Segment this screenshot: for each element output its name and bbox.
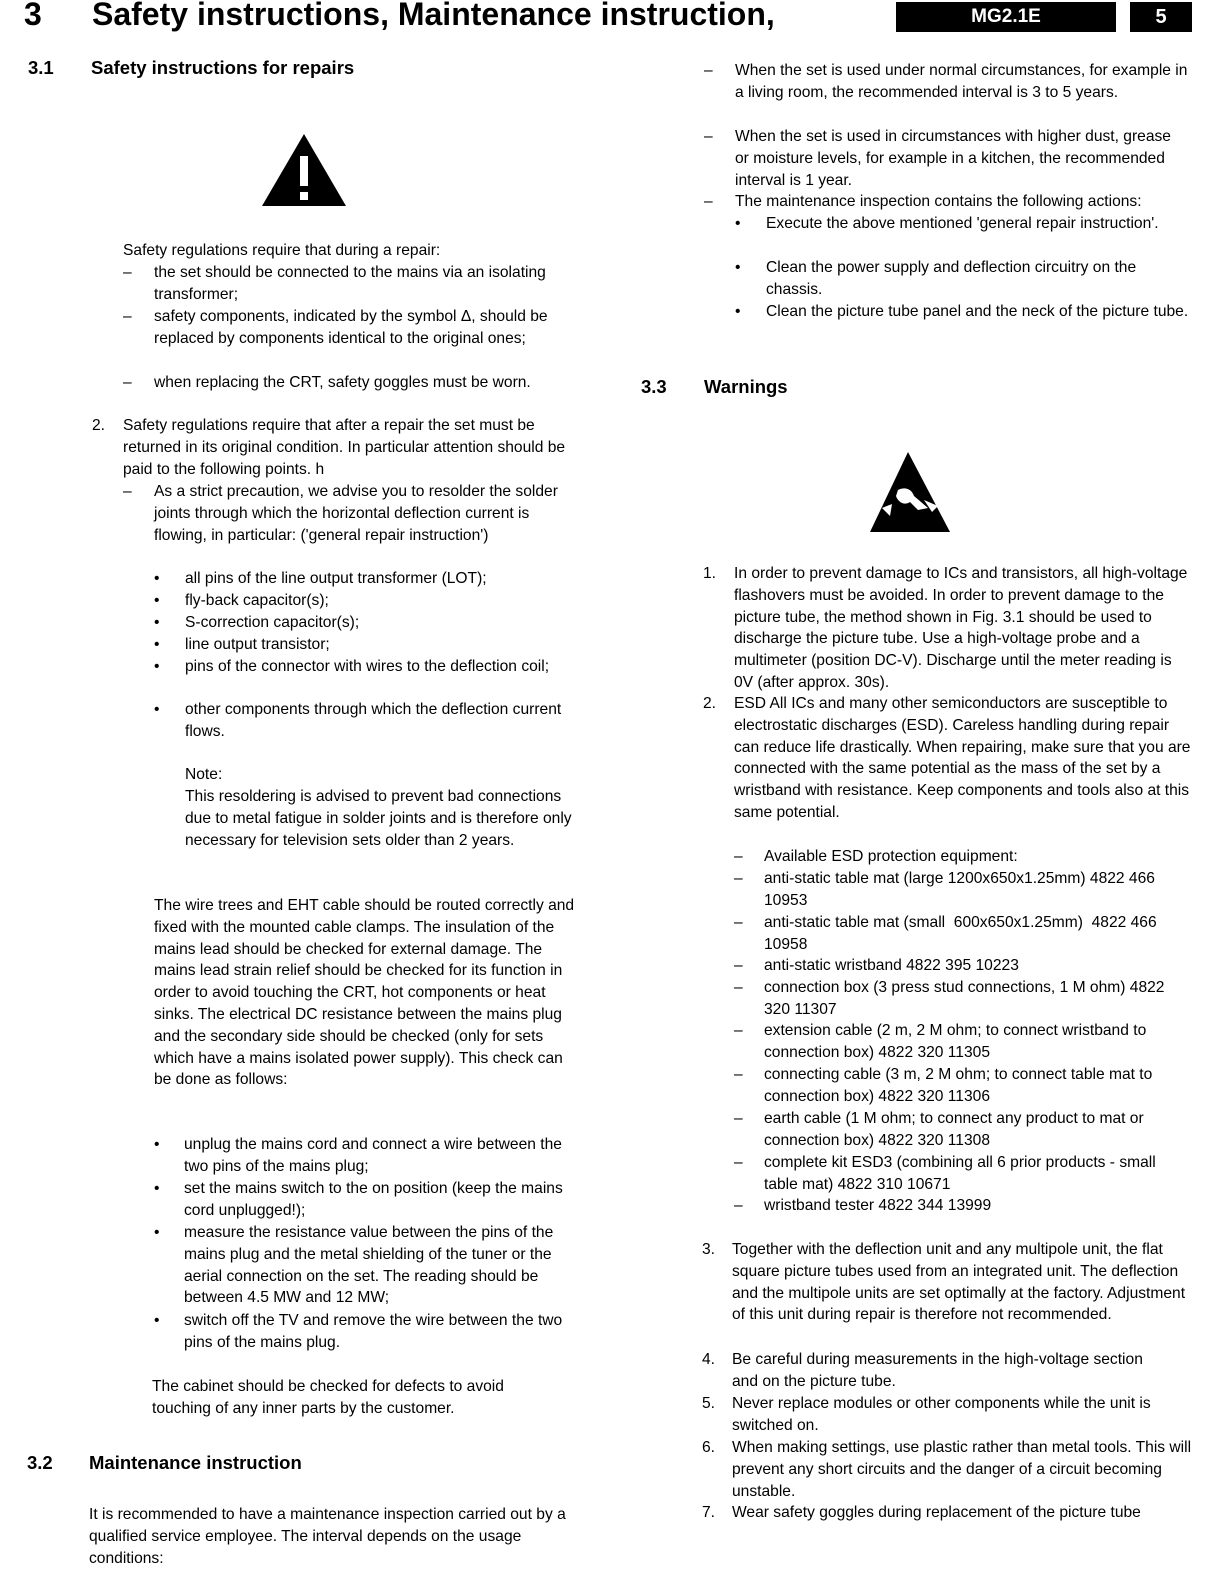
maintenance-action: Execute the above mentioned 'general repair instruction'. [766,215,1159,232]
resolder-point: other components through which the deflection current flows. [185,701,562,740]
section-3-2-title: Maintenance instruction [89,1452,302,1473]
repair-item: when replacing the CRT, safety goggles must be worn. [154,374,531,391]
esd-equipment-item: earth cable (1 M ohm; to connect any product to mat or connection box) 4822 320 11308 [764,1110,1144,1149]
maintenance-intro: It is recommended to have a maintenance inspection carried out by a qualified service employee. The interval depends on the usage conditions: [89,1506,566,1567]
resolder-point: all pins of the line output transformer (LOT); [185,570,487,587]
dash-marker: – [704,193,713,210]
dash-marker: – [123,264,132,281]
list-number: 1. [703,565,717,582]
esd-warning-icon [868,450,954,534]
list-number: 6. [702,1439,716,1456]
dash-marker: – [123,308,132,325]
esd-equipment-item: complete kit ESD3 (combining all 6 prior products - small table mat) 4822 310 10671 [764,1154,1156,1193]
list-number: 3. [702,1241,716,1258]
bullet-marker: • [154,1312,160,1329]
dash-marker: – [734,1110,743,1127]
esd-equipment-item: connection box (3 press stud connections, 1 M ohm) 4822 320 11307 [764,979,1165,1018]
repair-item: the set should be connected to the mains via an isolating transformer; [154,264,546,303]
warning-triangle-icon [260,132,348,208]
check-step: measure the resistance value between the pins of the mains plug and the metal shielding of the tuner or the aerial connection on the set. The reading should be between 4.5 MW and 12 MW; [184,1224,554,1307]
section-3-3-number: 3.3 [641,376,667,397]
note-text: This resoldering is advised to prevent bad connections due to metal fatigue in solder joints and is therefore only necessary for television sets older than 2 years. [185,788,572,849]
resolder-text: As a strict precaution, we advise you to resolder the solder joints through which the horizontal deflection current is flowing, in particular: ('general repair instruction') [154,483,558,544]
dash-marker: – [734,1197,743,1214]
bullet-marker: • [154,570,160,587]
warning-item: Never replace modules or other components while the unit is switched on. [732,1395,1151,1434]
bullet-marker: • [735,259,741,276]
maintenance-interval: When the set is used under normal circumstances, for example in a living room, the recommended interval is 3 to 5 years. [735,62,1188,101]
page-number-badge: 5 [1130,2,1192,32]
warning-item: Be careful during measurements in the high-voltage section and on the picture tube. [732,1351,1143,1390]
dash-marker: – [734,1154,743,1171]
warning-item: ESD All ICs and many other semiconductors are susceptible to electrostatic discharges (ESD). Careless handling during repair can reduce life drastically. When repairing, make sure that you are connected with the same potential as the mass of the set by a wristband with resistance. Keep components and tools also at this same potential. [734,695,1191,821]
dash-marker: – [734,870,743,887]
cabinet-paragraph: The cabinet should be checked for defects to avoid touching of any inner parts by the customer. [152,1378,504,1417]
after-repair-text: Safety regulations require that after a repair the set must be returned in its original condition. In particular attention should be paid to the following points. h [123,417,566,478]
repair-intro: Safety regulations require that during a repair: [123,242,441,259]
list-number: 4. [702,1351,716,1368]
check-step: unplug the mains cord and connect a wire between the two pins of the mains plug; [184,1136,562,1175]
maintenance-action: Clean the picture tube panel and the neck of the picture tube. [766,303,1189,320]
dash-marker: – [734,914,743,931]
esd-equipment-item: anti-static table mat (small 600x650x1.25mm) 4822 466 10958 [764,914,1161,953]
bullet-marker: • [154,1224,160,1241]
dash-marker: – [704,128,713,145]
check-step: set the mains switch to the on position (keep the mains cord unplugged!); [184,1180,563,1219]
esd-equipment-item: connecting cable (3 m, 2 M ohm; to connect table mat to connection box) 4822 320 11306 [764,1066,1153,1105]
dash-marker: – [734,1066,743,1083]
bullet-marker: • [154,701,160,718]
dash-marker: – [734,1022,743,1039]
warning-item: When making settings, use plastic rather than metal tools. This will prevent any short circuits and the danger of a circuit becoming unstable. [732,1439,1192,1500]
dash-marker: – [734,979,743,996]
bullet-marker: • [154,614,160,631]
esd-equipment-item: extension cable (2 m, 2 M ohm; to connect wristband to connection box) 4822 320 11305 [764,1022,1147,1061]
bullet-marker: • [154,592,160,609]
bullet-marker: • [154,1180,160,1197]
list-number: 5. [702,1395,716,1412]
dash-marker: – [734,848,743,865]
dash-marker: – [734,957,743,974]
section-3-1-number: 3.1 [28,57,54,78]
esd-equipment-item: wristband tester 4822 344 13999 [764,1197,992,1214]
maintenance-actions-intro: The maintenance inspection contains the following actions: [735,193,1142,210]
warning-item: In order to prevent damage to ICs and transistors, all high-voltage flashovers must be avoided. In order to prevent damage to the picture tube, the method shown in Fig. 3.1 should be used to discharge the picture tube. Use a high-voltage probe and a multimeter (position DC-V). Discharge until the meter reading is 0V (after approx. 30s). [734,565,1188,691]
bullet-marker: • [154,658,160,675]
model-badge: MG2.1E [896,2,1116,32]
maintenance-interval: When the set is used in circumstances with higher dust, grease or moisture levels, for example in a kitchen, the recommended interval is 1 year. [735,128,1171,189]
repair-item: safety components, indicated by the symbol Δ, should be replaced by components identical to the original ones; [154,308,548,347]
page-title: Safety instructions, Maintenance instruction, [92,0,775,32]
esd-equipment-item: anti-static table mat (large 1200x650x1.25mm) 4822 466 10953 [764,870,1155,909]
resolder-point: pins of the connector with wires to the deflection coil; [185,658,550,675]
list-number: 7. [702,1504,716,1521]
section-3-2-number: 3.2 [27,1452,53,1473]
bullet-marker: • [735,303,741,320]
esd-equipment-item: anti-static wristband 4822 395 10223 [764,957,1019,974]
dash-marker: – [704,62,713,79]
maintenance-action: Clean the power supply and deflection circuitry on the chassis. [766,259,1137,298]
warning-item: Together with the deflection unit and any multipole unit, the flat square picture tubes used from an integrated unit. The deflection and the multipole units are set optimally at the factory. Adjustment of this unit during repair is therefore not recommended. [732,1241,1186,1324]
bullet-marker: • [735,215,741,232]
bullet-marker: • [154,636,160,653]
note-label: Note: [185,766,223,783]
bullet-marker: • [154,1136,160,1153]
wiring-paragraph: The wire trees and EHT cable should be routed correctly and fixed with the mounted cable clamps. The insulation of the mains lead should be checked for external damage. The mains lead strain relief should be checked for its function in order to avoid touching the CRT, hot components or heat sinks. The electrical DC resistance between the mains plug and the secondary side should be checked (only for sets which have a mains isolated power supply). This check can be done as follows: [154,897,575,1089]
list-number: 2. [703,695,717,712]
section-3-3-title: Warnings [704,376,788,397]
chapter-number: 3 [24,0,42,32]
resolder-point: S-correction capacitor(s); [185,614,360,631]
dash-marker: – [123,374,132,391]
esd-equipment-item: Available ESD protection equipment: [764,848,1018,865]
resolder-point: fly-back capacitor(s); [185,592,329,609]
dash-marker: – [123,483,132,500]
list-number: 2. [92,417,106,434]
warning-item: Wear safety goggles during replacement of the picture tube [732,1504,1141,1521]
section-3-1-title: Safety instructions for repairs [91,57,355,78]
check-step: switch off the TV and remove the wire between the two pins of the mains plug. [184,1312,563,1351]
resolder-point: line output transistor; [185,636,330,653]
